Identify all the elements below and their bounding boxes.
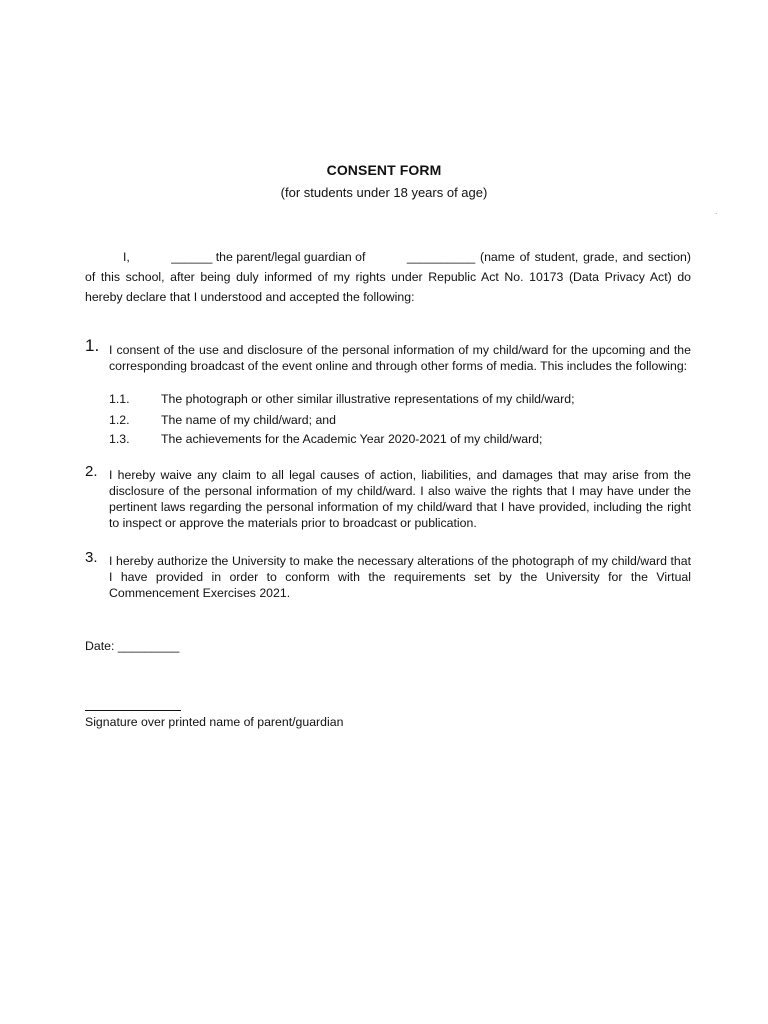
item-number: 3. bbox=[85, 549, 98, 566]
document-title: CONSENT FORM bbox=[326, 162, 442, 178]
date-blank: _________ bbox=[117, 639, 180, 653]
sub-item-text: The name of my child/ward; and bbox=[161, 413, 336, 427]
date-field bbox=[85, 639, 179, 653]
signature-label: Signature over printed name of parent/guardian bbox=[85, 715, 344, 729]
sub-item-number: 1.1. bbox=[109, 392, 130, 406]
item-text: I hereby authorize the University to make the necessary alterations of the photograph of my child/ward that I have provided in order to conform with the requirements set by the University for the Virtual Commencement Exercises 2021. bbox=[109, 554, 691, 600]
intro-prefix: I, bbox=[123, 250, 134, 264]
item-number: 1. bbox=[85, 336, 100, 355]
intro-rest: (name of student, grade, and section) of this school, after being duly informed of my rights under Republic Act No. 10173 (Data Privacy Act) do hereby declare that I understood and accepted the following: bbox=[85, 250, 691, 304]
intro-middle: the parent/legal guardian of bbox=[212, 250, 369, 264]
document-subtitle: (for students under 18 years of age) bbox=[280, 185, 488, 200]
item-text: I consent of the use and disclosure of the personal information of my child/ward for the upcoming and the corresponding broadcast of the event online and through other forms of media. This includes the following: bbox=[109, 343, 691, 373]
item-number: 2. bbox=[85, 463, 98, 480]
student-name-blank: __________ bbox=[406, 250, 476, 264]
consent-item-3 bbox=[85, 549, 691, 601]
intro-paragraph bbox=[85, 247, 691, 307]
sub-item-number: 1.3. bbox=[109, 432, 130, 446]
sub-item-text: The achievements for the Academic Year 2020-2021 of my child/ward; bbox=[161, 432, 543, 446]
date-label: Date: bbox=[85, 639, 118, 653]
signature-line bbox=[85, 710, 181, 711]
consent-item-1 bbox=[85, 336, 691, 374]
parent-name-blank: ______ bbox=[171, 250, 213, 264]
sub-item-number: 1.2. bbox=[109, 413, 130, 427]
corner-mark: . bbox=[715, 206, 718, 216]
item-text: I hereby waive any claim to all legal causes of action, liabilities, and damages that may arise from the disclosure of the personal information of my child/ward. I also waive the rights that I may have under the pertinent laws regarding the personal information of my child/ward that I have provided, including the right to inspect or approve the materials prior to broadcast or publication. bbox=[109, 468, 691, 530]
sub-item-text: The photograph or other similar illustrative representations of my child/ward; bbox=[161, 392, 575, 406]
consent-item-2 bbox=[85, 463, 691, 531]
